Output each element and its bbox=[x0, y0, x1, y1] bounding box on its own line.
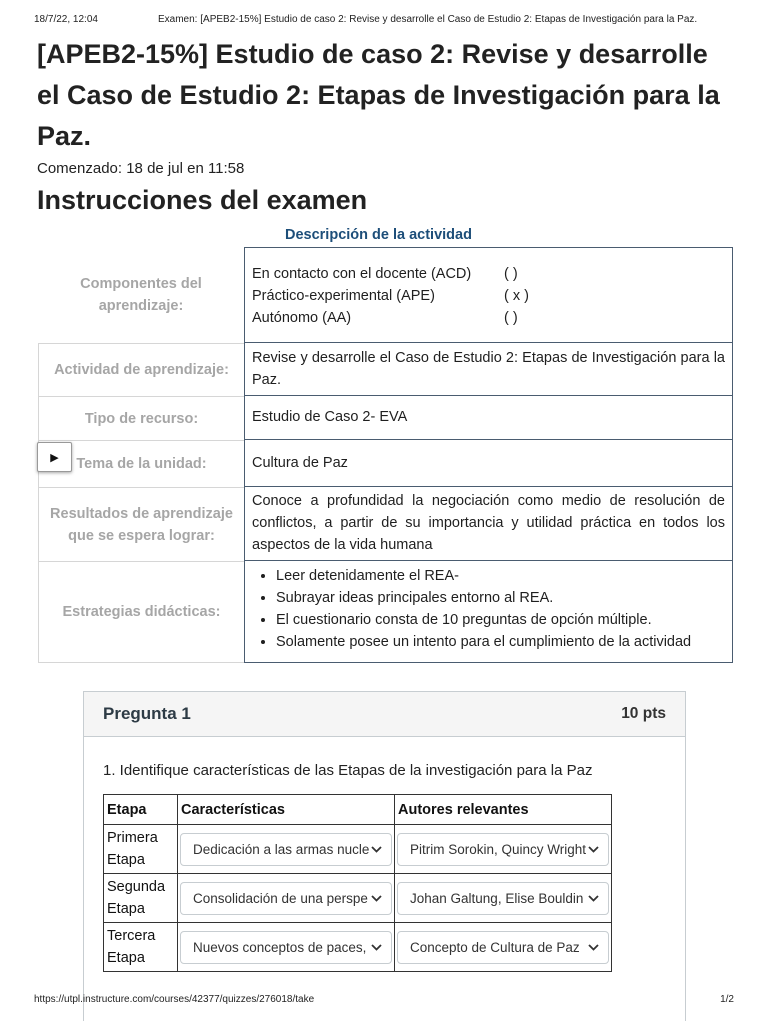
actividad-value: Revise y desarrolle el Caso de Estudio 2: Etapas de Investigación para la Paz. bbox=[244, 343, 733, 396]
actividad-label: Actividad de aprendizaje: bbox=[38, 343, 244, 396]
componente-item bbox=[252, 263, 725, 285]
column-header-autores: Autores relevantes bbox=[395, 795, 612, 825]
started-timestamp: Comenzado: 18 de jul en 11:58 bbox=[37, 160, 245, 177]
media-play-button[interactable] bbox=[37, 442, 72, 472]
row-estrategias bbox=[38, 561, 733, 663]
componente-mark: ( x ) bbox=[504, 288, 529, 304]
question-name: Pregunta 1 bbox=[103, 704, 191, 723]
question-header bbox=[84, 692, 685, 737]
print-page-number: 1/2 bbox=[720, 994, 734, 1005]
matching-table bbox=[103, 794, 612, 972]
table-row bbox=[104, 923, 612, 972]
tema-label: Tema de la unidad: bbox=[38, 440, 244, 487]
etapa-cell: Primera Etapa bbox=[104, 825, 178, 874]
print-date: 18/7/22, 12:04 bbox=[34, 14, 98, 25]
select-value: Johan Galtung, Elise Bouldin bbox=[410, 890, 584, 906]
list-item: • Solamente posee un intento para el cumplimiento de la actividad bbox=[276, 631, 725, 653]
componente-item bbox=[252, 307, 725, 329]
chevron-down-icon bbox=[586, 834, 600, 865]
list-item: • Leer detenidamente el REA- bbox=[276, 565, 725, 587]
row-tema bbox=[38, 440, 733, 487]
autores-cell bbox=[395, 923, 612, 972]
resultados-value: Conoce a profundidad la negociación como medio de resolución de conflictos, a partir de su importancia y utilidad práctica en todos los aspectos de la vida humana bbox=[244, 487, 733, 561]
print-header bbox=[34, 14, 734, 30]
chevron-down-icon bbox=[586, 932, 600, 963]
print-page-title: Examen: [APEB2-15%] Estudio de caso 2: Revise y desarrolle el Caso de Estudio 2: Etapas de Investigación para la Paz. bbox=[158, 14, 698, 25]
print-footer bbox=[34, 994, 734, 1008]
caracteristica-cell bbox=[178, 825, 395, 874]
row-resultados bbox=[38, 487, 733, 561]
row-recurso bbox=[38, 396, 733, 440]
caracteristica-select[interactable] bbox=[180, 931, 392, 964]
select-value: Concepto de Cultura de Paz bbox=[410, 939, 580, 955]
chevron-down-icon bbox=[369, 883, 383, 914]
list-item: • El cuestionario consta de 10 preguntas de opción múltiple. bbox=[276, 609, 725, 631]
componente-name: Autónomo (AA) bbox=[252, 310, 352, 326]
row-actividad bbox=[38, 343, 733, 396]
etapa-cell: Segunda Etapa bbox=[104, 874, 178, 923]
table-row bbox=[104, 874, 612, 923]
table-header-row bbox=[104, 795, 612, 825]
componente-mark: ( ) bbox=[504, 310, 518, 326]
resultados-label: Resultados de aprendizaje que se espera lograr: bbox=[38, 487, 244, 561]
autores-select[interactable] bbox=[397, 931, 609, 964]
recurso-label: Tipo de recurso: bbox=[38, 396, 244, 440]
caracteristica-select[interactable] bbox=[180, 833, 392, 866]
estrategias-list bbox=[252, 565, 725, 653]
autores-cell bbox=[395, 874, 612, 923]
activity-info-table bbox=[38, 247, 733, 663]
componente-item bbox=[252, 285, 725, 307]
estrategias-value bbox=[244, 561, 733, 663]
question-points: 10 pts bbox=[621, 705, 666, 722]
componente-name: Práctico-experimental (APE) bbox=[252, 288, 435, 304]
question-card bbox=[83, 691, 686, 1021]
activity-caption: Descripción de la actividad bbox=[285, 227, 472, 243]
etapa-cell: Tercera Etapa bbox=[104, 923, 178, 972]
autores-select[interactable] bbox=[397, 833, 609, 866]
chevron-down-icon bbox=[369, 834, 383, 865]
instructions-heading: Instrucciones del examen bbox=[37, 185, 368, 215]
select-value: Consolidación de una perspe bbox=[193, 890, 368, 906]
chevron-down-icon bbox=[586, 883, 600, 914]
componente-mark: ( ) bbox=[504, 266, 518, 282]
list-item: • Subrayar ideas principales entorno al REA. bbox=[276, 587, 725, 609]
autores-cell bbox=[395, 825, 612, 874]
quiz-title: [APEB2-15%] Estudio de caso 2: Revise y desarrolle el Caso de Estudio 2: Etapas de Investigación para la Paz. bbox=[37, 39, 720, 151]
print-url: https://utpl.instructure.com/courses/42377/quizzes/276018/take bbox=[34, 994, 315, 1005]
table-row bbox=[104, 825, 612, 874]
play-icon: ▶ bbox=[50, 451, 59, 464]
column-header-etapa: Etapa bbox=[104, 795, 178, 825]
caracteristica-select[interactable] bbox=[180, 882, 392, 915]
question-text: 1. Identifique características de las Etapas de la investigación para la Paz bbox=[103, 762, 593, 779]
estrategias-label: Estrategias didácticas: bbox=[38, 561, 244, 663]
row-componentes bbox=[38, 247, 733, 343]
select-value: Nuevos conceptos de paces, bbox=[193, 939, 367, 955]
select-value: Dedicación a las armas nucle bbox=[193, 841, 370, 857]
componente-name: En contacto con el docente (ACD) bbox=[252, 266, 472, 282]
chevron-down-icon bbox=[369, 932, 383, 963]
caracteristica-cell bbox=[178, 923, 395, 972]
caracteristica-cell bbox=[178, 874, 395, 923]
componentes-label: Componentes del aprendizaje: bbox=[80, 276, 202, 314]
componentes-value bbox=[244, 247, 733, 343]
select-value: Pitrim Sorokin, Quincy Wright bbox=[410, 841, 587, 857]
tema-value: Cultura de Paz bbox=[244, 440, 733, 487]
column-header-caracteristicas: Características bbox=[178, 795, 395, 825]
recurso-value: Estudio de Caso 2- EVA bbox=[244, 396, 733, 440]
autores-select[interactable] bbox=[397, 882, 609, 915]
